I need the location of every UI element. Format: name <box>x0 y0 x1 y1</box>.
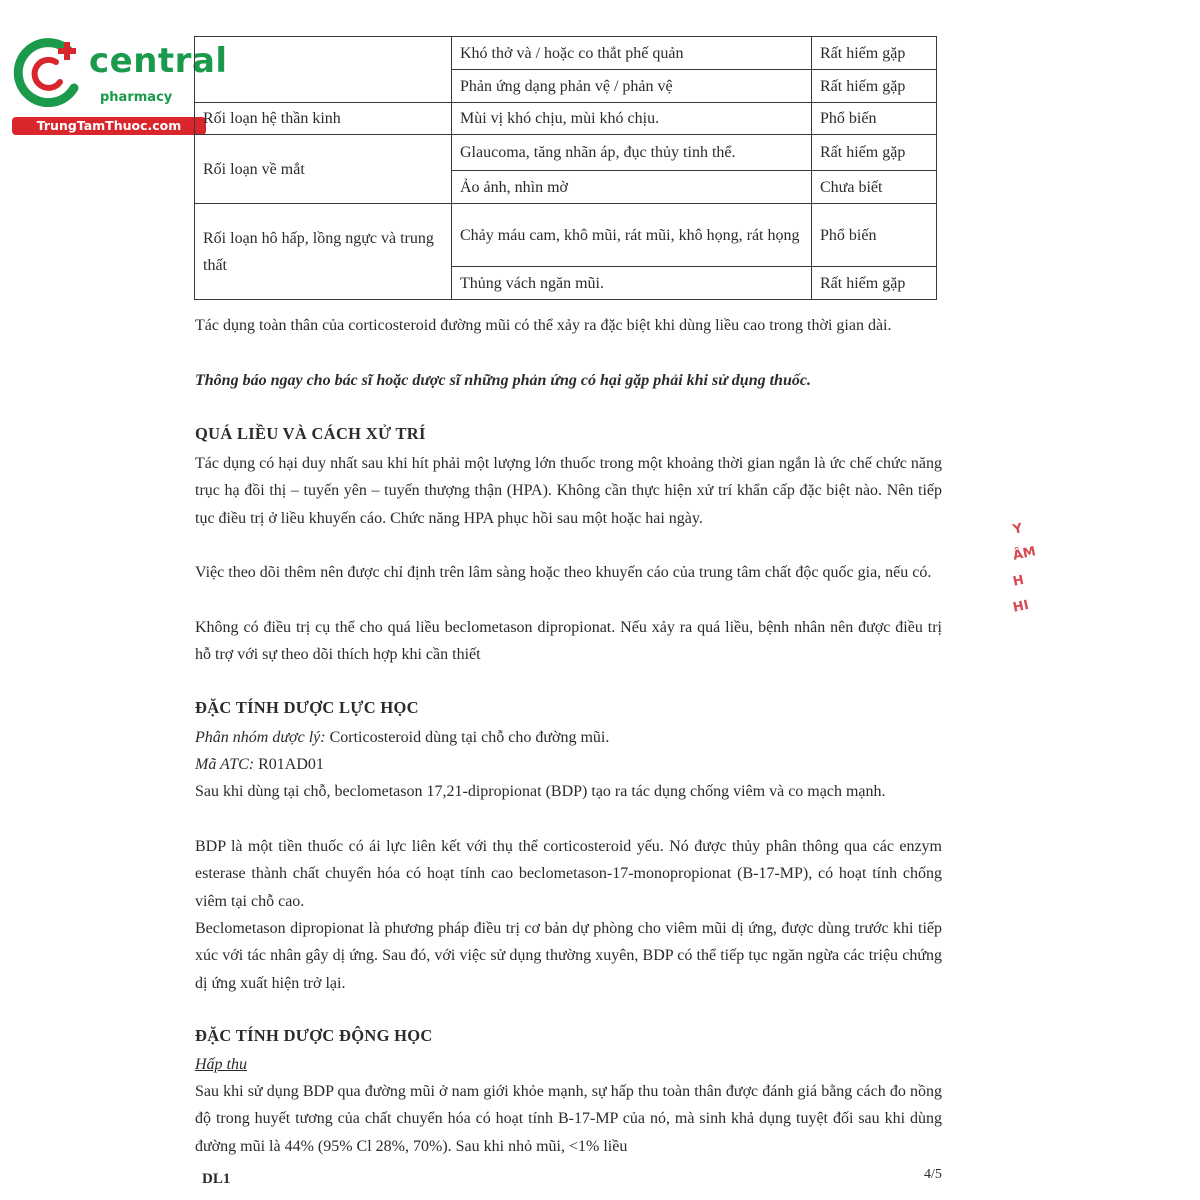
overdose-paragraph-2: Việc theo dõi thêm nên được chỉ định trên lâm sàng hoặc theo khuyến cáo của trung tâm chất độc quốc gia, nếu có. <box>195 564 932 581</box>
pharmacodynamics-paragraph-3: Beclometason dipropionat là phương pháp điều trị cơ bản dự phòng cho viêm mũi dị ứng, được dùng trước khi tiếp xúc với tác nhân gây dị ứng. Sau đó, với việc sử dụng thường xuyên, BDP có thể tiếp tục ngăn ngừa các triệu chứng dị ứng xuất hiện trở lại. <box>195 920 942 992</box>
absorption-subheading: Hấp thu <box>195 1056 247 1073</box>
table-cell-frequency: Rất hiếm gặp <box>812 135 937 171</box>
table-cell-reaction: Mùi vị khó chịu, mùi khó chịu. <box>452 103 812 135</box>
overdose-heading: QUÁ LIỀU VÀ CÁCH XỬ TRÍ <box>195 424 426 443</box>
table-cell-frequency: Chưa biết <box>812 171 937 204</box>
table-cell-reaction: Chảy máu cam, khô mũi, rát mũi, khô họng, rát họng <box>452 204 812 267</box>
table-cell-reaction: Phản ứng dạng phản vệ / phản vệ <box>452 70 812 103</box>
table-cell-frequency: Phổ biến <box>812 103 937 135</box>
table-row <box>195 135 937 171</box>
table-cell-group <box>195 37 452 103</box>
stamp-text: Y <box>1011 521 1024 538</box>
table-cell-reaction: Ảo ảnh, nhìn mờ <box>452 171 812 204</box>
table-cell-reaction: Khó thở và / hoặc co thắt phế quản <box>452 37 812 70</box>
atc-code-value: R01AD01 <box>254 756 324 773</box>
central-pharmacy-logo <box>12 36 228 136</box>
stamp-mark <box>1013 515 1041 670</box>
table-cell-reaction: Glaucoma, tăng nhãn áp, đục thủy tinh thể. <box>452 135 812 171</box>
pharmacodynamics-paragraph-2: BDP là một tiền thuốc có ái lực liên kết với thụ thể corticosteroid yếu. Nó được thủy phân thông qua các enzym esterase thành chất chuyển hóa có hoạt tính cao beclometason-17-monopropionat (B-17-MP), có hoạt tính chống viêm tại chỗ cao. <box>195 838 942 910</box>
pharmacokinetics-paragraph-1: Sau khi sử dụng BDP qua đường mũi ở nam giới khỏe mạnh, sự hấp thu toàn thân được đánh giá bằng cách đo nồng độ trong huyết tương của chất chuyển hóa có hoạt tính B-17-MP của nó, mà sinh khả dụng tuyệt đối sau khi dùng đường mũi là 44% (95% Cl 28%, 70%). Sau khi nhỏ mũi, <1% liều <box>195 1083 942 1155</box>
overdose-paragraph-1: Tác dụng có hại duy nhất sau khi hít phải một lượng lớn thuốc trong một khoảng thời gian ngắn là ức chế chức năng trục hạ đồi thị – tuyến yên – tuyến thượng thận (HPA). Không cần thực hiện xử trí khẩn cấp đặc biệt nào. Nên tiếp tục điều trị ở liều khuyến cáo. Chức năng HPA phục hồi sau một hoặc hai ngày. <box>195 455 942 527</box>
notice-paragraph: Thông báo ngay cho bác sĩ hoặc dược sĩ những phản ứng có hại gặp phải khi sử dụng thuốc. <box>195 372 811 389</box>
pharmacologic-group-value: Corticosteroid dùng tại chỗ cho đường mũi. <box>325 729 610 746</box>
pharmacologic-group-line <box>195 724 942 751</box>
systemic-effects-paragraph: Tác dụng toàn thân của corticosteroid đường mũi có thể xảy ra đặc biệt khi dùng liều cao trong thời gian dài. <box>195 317 892 334</box>
table-cell-frequency: Rất hiếm gặp <box>812 70 937 103</box>
table-row <box>195 37 937 70</box>
table-cell-group: Rối loạn hệ thần kinh <box>195 103 452 135</box>
table-cell-frequency: Rất hiếm gặp <box>812 37 937 70</box>
pharmacodynamics-paragraph-1: Sau khi dùng tại chỗ, beclometason 17,21-dipropionat (BDP) tạo ra tác dụng chống viêm và co mạch mạnh. <box>195 783 886 800</box>
footer-document-code: DL1 <box>202 1171 231 1187</box>
pharmacologic-group-label: Phân nhóm dược lý: <box>195 729 326 746</box>
logo-mark-icon <box>12 36 88 116</box>
table-cell-frequency: Phổ biến <box>812 204 937 267</box>
website-label[interactable]: TrungTamThuoc.com <box>12 117 206 135</box>
brand-name: central <box>89 41 228 81</box>
stamp-text: H <box>1011 572 1026 590</box>
adverse-effects-table <box>194 36 937 300</box>
brand-subtitle: pharmacy <box>100 90 173 105</box>
table-row <box>195 204 937 267</box>
overdose-paragraph-3: Không có điều trị cụ thể cho quá liều beclometason dipropionat. Nếu xảy ra quá liều, bệnh nhân nên được điều trị hỗ trợ với sự theo dõi thích hợp khi cần thiết <box>195 619 942 664</box>
table-cell-group: Rối loạn hô hấp, lồng ngực và trung thất <box>195 204 452 300</box>
stamp-text: ÂM <box>1011 544 1038 564</box>
table-cell-frequency: Rất hiếm gặp <box>812 267 937 300</box>
table-cell-reaction: Thủng vách ngăn mũi. <box>452 267 812 300</box>
pharmacodynamics-heading: ĐẶC TÍNH DƯỢC LỰC HỌC <box>195 698 419 717</box>
table-row <box>195 103 937 135</box>
footer-page-number: 4/5 <box>924 1167 942 1182</box>
table-cell-group: Rối loạn về mắt <box>195 135 452 204</box>
pharmacokinetics-heading: ĐẶC TÍNH DƯỢC ĐỘNG HỌC <box>195 1026 433 1045</box>
atc-code-line <box>195 751 942 778</box>
stamp-text: HI <box>1011 597 1031 616</box>
atc-code-label: Mã ATC: <box>195 756 255 773</box>
